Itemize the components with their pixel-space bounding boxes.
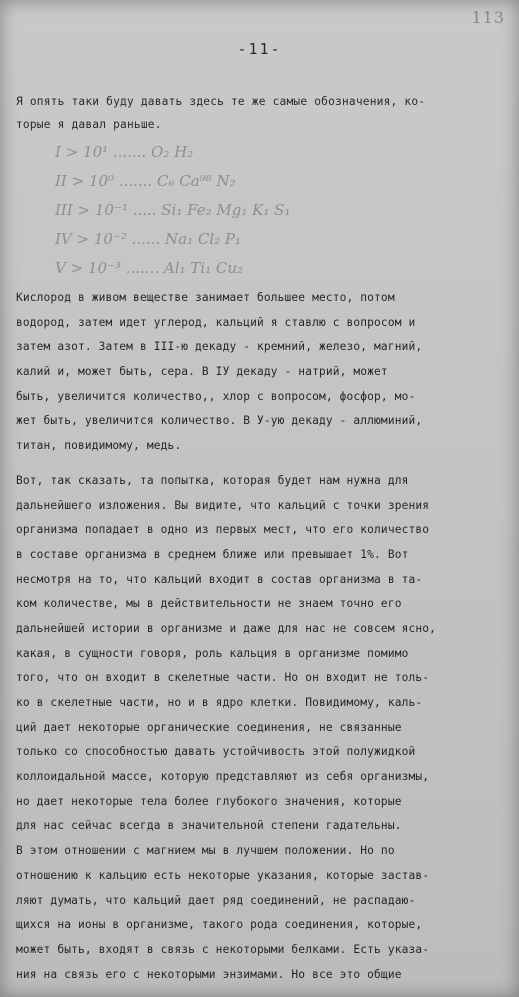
text-line: затем азот. Затем в III-ю декаду - кремний, железо, магний, <box>16 340 423 354</box>
archive-number: 113 <box>471 8 505 27</box>
text-line: для нас сейчас всегда в значительной степени гадательны. <box>16 819 402 833</box>
text-line: отношению к кальцию есть некоторые указания, которые застав- <box>16 868 430 882</box>
text-line: дальнейшего изложения. Вы видите, что кальций с точки зрения <box>16 498 430 512</box>
text-line: в составе организма в среднем ближе или превышает 1%. Вот <box>16 547 409 561</box>
text-line: ляют думать, что кальций дает ряд соединений, не распадаю- <box>16 893 416 907</box>
handwritten-decades-table <box>55 138 290 283</box>
handwritten-line: III > 10⁻¹ ..... Si₁ Fe₂ Mg₁ K₁ S₁ <box>55 201 291 219</box>
main-text <box>16 286 514 987</box>
intro-line: Я опять таки буду давать здесь те же самые обозначения, ко- <box>16 95 426 108</box>
handwritten-line: V > 10⁻³ ....... Al₁ Ti₁ Cu₂ <box>55 259 244 277</box>
text-line: того, что он входит в скелетные части. Но он входит не толь- <box>16 671 430 685</box>
text-line: несмотря на то, что кальций входит в состав организма в та- <box>16 572 423 586</box>
text-line: дальнейшей истории в организме и даже для нас не совсем ясно, <box>16 621 437 635</box>
text-line: но дает некоторые тела более глубокого значения, которые <box>16 794 402 808</box>
paragraph-2 <box>16 469 514 987</box>
text-line: Вот, так сказать, та попытка, которая будет нам нужна для <box>16 473 409 487</box>
text-line: водород, затем идет углерод, кальций я ставлю с вопросом и <box>16 315 416 329</box>
page-number: -11- <box>237 40 282 58</box>
handwritten-line: I > 10¹ ....... O₂ H₂ <box>55 143 194 161</box>
text-line: титан, повидимому, медь. <box>16 439 182 453</box>
intro-line: торые я давал раньше. <box>16 118 162 131</box>
text-line: только со способностью давать устойчивость этой полужидкой <box>16 745 416 759</box>
text-line: ния на связь его с некоторыми энзимами. Но все это общие <box>16 967 402 981</box>
intro-paragraph <box>16 90 511 136</box>
text-line: ком количестве, мы в действительности не знаем точно его <box>16 597 402 611</box>
text-line: калий и, может быть, сера. В IУ декаду - натрий, может <box>16 365 388 379</box>
text-line: коллоидальной массе, которую представляют из себя организмы, <box>16 770 430 784</box>
text-line: может быть, входят в связь с некоторыми белками. Есть указа- <box>16 942 430 956</box>
handwritten-line: IV > 10⁻² ...... Na₁ Cl₂ P₁ <box>55 230 242 248</box>
handwritten-line: II > 10⁰ ....... C₆ Ca⁹⁸ N₂ <box>55 172 236 190</box>
text-line: быть, увеличится количество,, хлор с вопросом, фосфор, мо- <box>16 389 416 403</box>
text-line: В этом отношении с магнием мы в лучшем положении. Но по <box>16 844 395 858</box>
paragraph-1 <box>16 286 514 459</box>
text-line: щихся на ионы в организме, такого рода соединения, которые, <box>16 918 423 932</box>
text-line: организма попадает в одно из первых мест, что его количество <box>16 523 430 537</box>
text-line: какая, в сущности говоря, роль кальция в организме помимо <box>16 646 409 660</box>
text-line: ко в скелетные части, но и в ядро клетки. Повидимому, каль- <box>16 696 423 709</box>
text-line: Кислород в живом веществе занимает большее место, потом <box>16 291 395 304</box>
text-line: ций дает некоторые органические соединения, не связанные <box>16 720 402 734</box>
paragraph-gap <box>16 459 514 469</box>
text-line: жет быть, увеличится количество. В У-ую декаду - аллюминий, <box>16 414 423 428</box>
